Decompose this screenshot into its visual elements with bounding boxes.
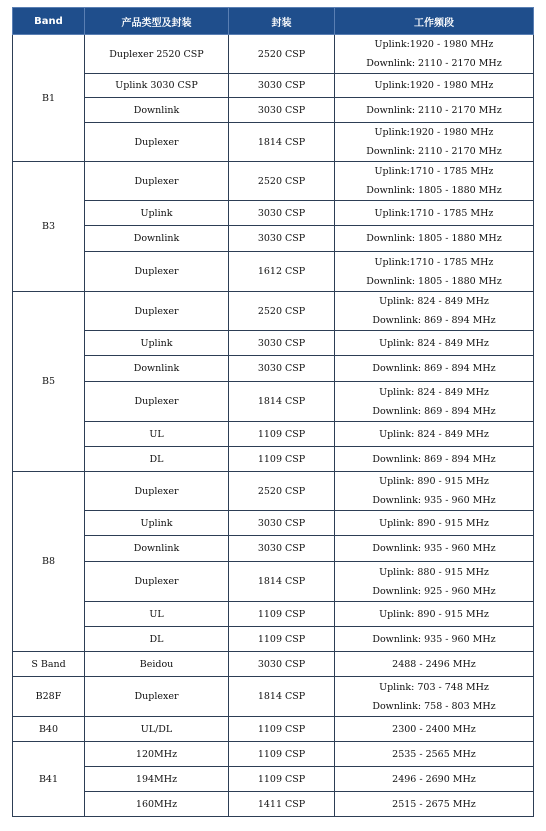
- product-type-cell: 120MHz: [85, 742, 229, 767]
- product-type-cell: UL/DL: [85, 717, 229, 742]
- frequency-cell: [335, 162, 534, 201]
- table-row: [13, 536, 534, 562]
- frequency-cell: [335, 201, 534, 226]
- band-cell: B40: [13, 717, 85, 742]
- package-cell: 2520 CSP: [229, 472, 335, 511]
- frequency-line: 2496 - 2690 MHz: [392, 773, 476, 785]
- product-type-cell: Uplink 3030 CSP: [85, 74, 229, 98]
- table-row: [13, 767, 534, 792]
- frequency-line: 2300 - 2400 MHz: [392, 723, 476, 735]
- frequency-line: Uplink:1710 - 1785 MHz: [374, 256, 494, 268]
- frequency-line: Uplink: 890 - 915 MHz: [379, 476, 489, 487]
- frequency-line: Uplink: 824 - 849 MHz: [379, 386, 489, 398]
- product-type-cell: DL: [85, 447, 229, 472]
- frequency-line: Downlink: 935 - 960 MHz: [372, 543, 496, 554]
- table-row: [13, 792, 534, 817]
- product-type-cell: Duplexer: [85, 162, 229, 201]
- frequency-cell: [335, 447, 534, 472]
- band-cell: S Band: [13, 652, 85, 677]
- package-cell: 1109 CSP: [229, 767, 335, 792]
- product-type-cell: Downlink: [85, 226, 229, 252]
- package-cell: 1612 CSP: [229, 252, 335, 292]
- frequency-line: 2488 - 2496 MHz: [392, 658, 476, 670]
- frequency-line: Downlink: 869 - 894 MHz: [372, 453, 496, 465]
- header-row: [13, 8, 534, 35]
- product-type-cell: Duplexer: [85, 123, 229, 162]
- frequency-cell: [335, 792, 534, 817]
- table-row: [13, 98, 534, 123]
- frequency-line: Downlink: 2110 - 2170 MHz: [366, 146, 502, 157]
- table-row: [13, 447, 534, 472]
- table-row: [13, 382, 534, 422]
- product-type-cell: Duplexer: [85, 562, 229, 602]
- package-cell: 1109 CSP: [229, 717, 335, 742]
- product-type-cell: Duplexer: [85, 677, 229, 717]
- frequency-cell: [335, 511, 534, 536]
- frequency-line: Uplink: 703 - 748 MHz: [379, 681, 489, 693]
- table-row: [13, 292, 534, 331]
- frequency-line: Uplink: 824 - 849 MHz: [379, 337, 489, 349]
- frequency-line: Downlink: 869 - 894 MHz: [372, 363, 496, 374]
- package-cell: 1109 CSP: [229, 447, 335, 472]
- table-row: [13, 562, 534, 602]
- product-type-cell: Duplexer: [85, 382, 229, 422]
- product-type-cell: Duplexer: [85, 472, 229, 511]
- header-package: 封装: [229, 8, 335, 35]
- table-row: [13, 742, 534, 767]
- frequency-line: Downlink: 1805 - 1880 MHz: [366, 185, 502, 196]
- header-product-type: 产品类型及封装: [85, 8, 229, 35]
- package-cell: 1109 CSP: [229, 627, 335, 652]
- table-row: [13, 422, 534, 447]
- package-cell: 3030 CSP: [229, 356, 335, 382]
- table-row: [13, 677, 534, 717]
- table-row: [13, 602, 534, 627]
- frequency-line: Downlink: 758 - 803 MHz: [372, 700, 496, 712]
- product-type-cell: Duplexer: [85, 292, 229, 331]
- product-type-cell: UL: [85, 422, 229, 447]
- table-header: [13, 8, 534, 35]
- table-row: [13, 472, 534, 511]
- frequency-line: Uplink: 890 - 915 MHz: [379, 517, 489, 529]
- product-type-cell: Duplexer 2520 CSP: [85, 35, 229, 74]
- package-cell: 1109 CSP: [229, 422, 335, 447]
- frequency-line: Downlink: 925 - 960 MHz: [372, 585, 496, 597]
- frequency-cell: [335, 767, 534, 792]
- product-type-cell: Downlink: [85, 536, 229, 562]
- package-cell: 3030 CSP: [229, 98, 335, 123]
- frequency-line: Uplink: 824 - 849 MHz: [379, 296, 489, 307]
- frequency-line: Downlink: 869 - 894 MHz: [372, 405, 496, 417]
- table-row: [13, 226, 534, 252]
- package-cell: 3030 CSP: [229, 331, 335, 356]
- band-table: [12, 7, 534, 817]
- package-cell: 1814 CSP: [229, 382, 335, 422]
- frequency-line: Uplink:1920 - 1980 MHz: [374, 127, 494, 138]
- frequency-line: Uplink: 824 - 849 MHz: [379, 428, 489, 440]
- package-cell: 1814 CSP: [229, 123, 335, 162]
- band-cell: B8: [13, 472, 85, 652]
- product-type-cell: 194MHz: [85, 767, 229, 792]
- product-type-cell: Beidou: [85, 652, 229, 677]
- package-cell: 1814 CSP: [229, 562, 335, 602]
- table-body: [13, 35, 534, 817]
- table-row: [13, 717, 534, 742]
- table-row: [13, 123, 534, 162]
- package-cell: 1411 CSP: [229, 792, 335, 817]
- product-type-cell: Uplink: [85, 201, 229, 226]
- frequency-cell: [335, 422, 534, 447]
- product-type-cell: Duplexer: [85, 252, 229, 292]
- package-cell: 3030 CSP: [229, 74, 335, 98]
- frequency-cell: [335, 382, 534, 422]
- frequency-cell: [335, 742, 534, 767]
- frequency-line: Uplink:1920 - 1980 MHz: [374, 80, 494, 91]
- frequency-cell: [335, 292, 534, 331]
- package-cell: 1109 CSP: [229, 742, 335, 767]
- product-type-cell: Downlink: [85, 98, 229, 123]
- package-cell: 1109 CSP: [229, 602, 335, 627]
- table-row: [13, 627, 534, 652]
- table-row: [13, 35, 534, 74]
- frequency-line: Downlink: 935 - 960 MHz: [372, 495, 496, 506]
- package-cell: 3030 CSP: [229, 511, 335, 536]
- table-row: [13, 511, 534, 536]
- table-row: [13, 252, 534, 292]
- product-type-cell: Downlink: [85, 356, 229, 382]
- package-cell: 3030 CSP: [229, 201, 335, 226]
- frequency-cell: [335, 331, 534, 356]
- product-type-cell: Uplink: [85, 511, 229, 536]
- frequency-line: Uplink: 880 - 915 MHz: [379, 566, 489, 578]
- frequency-cell: [335, 652, 534, 677]
- product-type-cell: Uplink: [85, 331, 229, 356]
- band-cell: B28F: [13, 677, 85, 717]
- frequency-cell: [335, 536, 534, 562]
- frequency-line: 2535 - 2565 MHz: [392, 748, 476, 760]
- header-band: Band: [13, 8, 85, 35]
- frequency-cell: [335, 226, 534, 252]
- table-row: [13, 652, 534, 677]
- frequency-line: 2515 - 2675 MHz: [392, 798, 476, 810]
- frequency-cell: [335, 356, 534, 382]
- table-row: [13, 162, 534, 201]
- frequency-cell: [335, 98, 534, 123]
- band-cell: B1: [13, 35, 85, 162]
- frequency-cell: [335, 562, 534, 602]
- frequency-cell: [335, 74, 534, 98]
- product-type-cell: 160MHz: [85, 792, 229, 817]
- frequency-line: Downlink: 2110 - 2170 MHz: [366, 104, 502, 116]
- frequency-line: Downlink: 1805 - 1880 MHz: [366, 233, 502, 244]
- table-row: [13, 331, 534, 356]
- package-cell: 2520 CSP: [229, 162, 335, 201]
- frequency-cell: [335, 35, 534, 74]
- frequency-line: Downlink: 1805 - 1880 MHz: [366, 275, 502, 287]
- frequency-line: Uplink: 890 - 915 MHz: [379, 608, 489, 620]
- header-frequency: 工作频段: [335, 8, 534, 35]
- frequency-cell: [335, 472, 534, 511]
- frequency-line: Uplink:1710 - 1785 MHz: [374, 207, 494, 219]
- band-cell: B5: [13, 292, 85, 472]
- frequency-line: Downlink: 935 - 960 MHz: [372, 633, 496, 645]
- frequency-cell: [335, 677, 534, 717]
- frequency-line: Downlink: 869 - 894 MHz: [372, 315, 496, 326]
- package-cell: 2520 CSP: [229, 292, 335, 331]
- band-cell: B3: [13, 162, 85, 292]
- frequency-line: Downlink: 2110 - 2170 MHz: [366, 58, 502, 69]
- band-cell: B41: [13, 742, 85, 817]
- table-row: [13, 74, 534, 98]
- frequency-cell: [335, 602, 534, 627]
- frequency-cell: [335, 123, 534, 162]
- package-cell: 3030 CSP: [229, 536, 335, 562]
- table-row: [13, 356, 534, 382]
- package-cell: 1814 CSP: [229, 677, 335, 717]
- frequency-cell: [335, 717, 534, 742]
- frequency-line: Uplink:1920 - 1980 MHz: [374, 39, 494, 50]
- product-type-cell: DL: [85, 627, 229, 652]
- frequency-cell: [335, 252, 534, 292]
- package-cell: 3030 CSP: [229, 226, 335, 252]
- package-cell: 3030 CSP: [229, 652, 335, 677]
- frequency-line: Uplink:1710 - 1785 MHz: [374, 166, 494, 177]
- package-cell: 2520 CSP: [229, 35, 335, 74]
- frequency-cell: [335, 627, 534, 652]
- product-type-cell: UL: [85, 602, 229, 627]
- table-row: [13, 201, 534, 226]
